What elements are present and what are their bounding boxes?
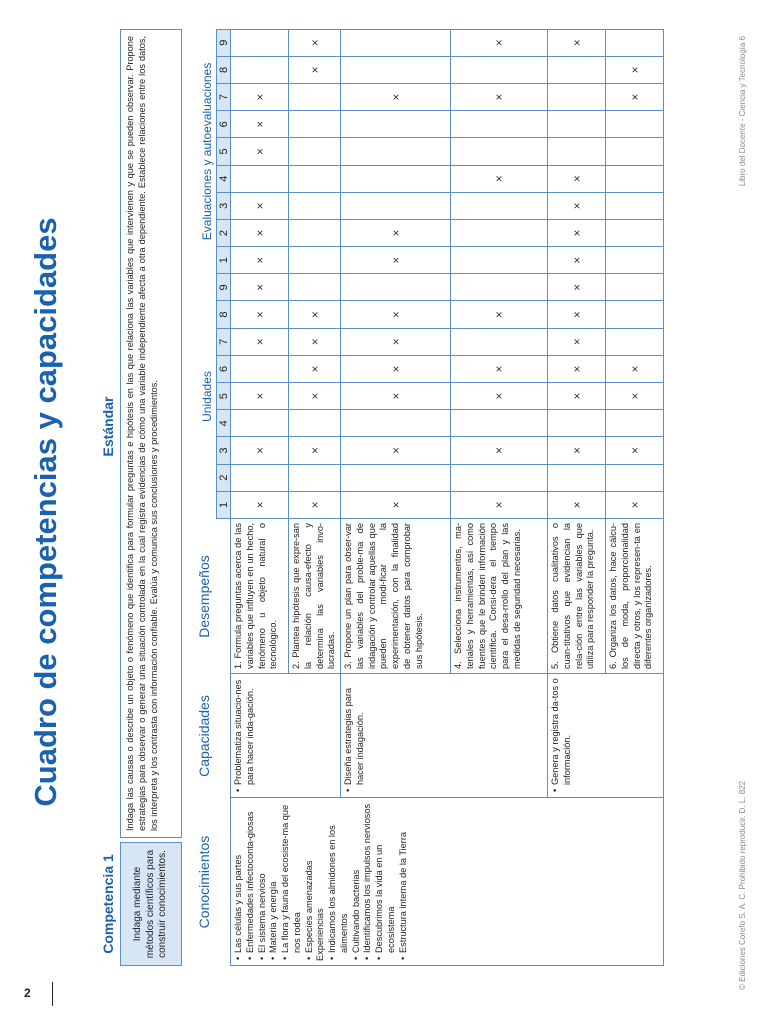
eval-number-8: 8	[217, 56, 231, 83]
competencias-table	[216, 29, 664, 966]
desempeno-cell: 3. Propone un plan para obser-var las variables del proble-ma de indagación y controlar aquellas que pueden modi-ficar la experimentación, con la finalidad de obtener datos para comprobar sus hipótesis.	[341, 519, 451, 674]
evaluacion-mark-cell	[289, 84, 341, 111]
conocimiento-item: • Indicamos los almidones en los alimentos	[327, 802, 351, 953]
eval-number-3: 3	[217, 192, 231, 219]
evaluacion-mark-cell: ×	[341, 84, 451, 111]
unidad-mark-cell: ×	[606, 355, 664, 382]
unidad-mark-cell: ×	[231, 491, 289, 518]
header-desempenos: Desempeños	[196, 555, 212, 638]
evaluacion-mark-cell: ×	[231, 84, 289, 111]
number-header-row	[217, 29, 231, 965]
eval-number-6: 6	[217, 111, 231, 138]
unidad-mark-cell: ×	[289, 355, 341, 382]
evaluacion-mark-cell	[451, 111, 548, 138]
evaluacion-mark-cell	[451, 192, 548, 219]
unidad-mark-cell: ×	[341, 383, 451, 410]
evaluacion-mark-cell	[341, 111, 451, 138]
evaluacion-mark-cell: ×	[451, 29, 548, 56]
eval-number-7: 7	[217, 84, 231, 111]
estandar-box	[120, 29, 182, 838]
unidad-mark-cell: ×	[289, 301, 341, 328]
desempeno-cell: 6. Organiza los datos, hace cálcu-los de moda, proporcionalidad directa y otros, y los represen-ta en diferentes organizadores.	[606, 519, 664, 674]
evaluacion-mark-cell	[606, 192, 664, 219]
evaluacion-mark-cell	[289, 165, 341, 192]
desempeno-cell: 4. Selecciona instrumentos, ma-teriales y herramientas, así como fuentes que le brinden información científica. Consi-dera el tiempo para el desa-rrollo del plan y las medidas de seguridad necesarias.	[451, 519, 548, 674]
unidad-mark-cell: ×	[231, 383, 289, 410]
evaluacion-mark-cell: ×	[548, 29, 606, 56]
evaluacion-mark-cell	[341, 165, 451, 192]
unidad-mark-cell: ×	[289, 491, 341, 518]
evaluacion-mark-cell	[341, 192, 451, 219]
unidad-mark-cell: ×	[451, 383, 548, 410]
evaluacion-mark-cell	[341, 138, 451, 165]
evaluacion-mark-cell	[548, 111, 606, 138]
unidad-mark-cell	[606, 301, 664, 328]
evaluacion-mark-cell	[451, 247, 548, 274]
evaluacion-mark-cell: ×	[606, 56, 664, 83]
capacidad-cell	[548, 674, 664, 798]
evaluacion-mark-cell	[606, 219, 664, 246]
unidad-mark-cell	[548, 410, 606, 437]
evaluacion-mark-cell	[289, 138, 341, 165]
eval-number-9: 9	[217, 29, 231, 56]
header-unidades: Unidades	[200, 371, 214, 422]
evaluacion-mark-cell: ×	[548, 165, 606, 192]
evaluacion-mark-cell	[451, 56, 548, 83]
eval-number-4: 4	[217, 165, 231, 192]
unidad-mark-cell	[289, 274, 341, 301]
evaluacion-mark-cell: ×	[341, 247, 451, 274]
unidad-mark-cell: ×	[231, 301, 289, 328]
unidad-mark-cell: ×	[341, 437, 451, 464]
header-conocimientos: Conocimientos	[196, 835, 212, 929]
page-number: 2	[24, 986, 31, 1000]
conocimiento-item: • Las células y sus partes	[233, 802, 245, 953]
unidad-mark-cell	[289, 410, 341, 437]
conocimiento-item: • Materia y energía	[268, 802, 280, 953]
competencia-text: Indaga mediante métodos científicos para construir conocimientos.	[132, 849, 169, 959]
capacidad-item: • Genera y registra da-tos o información.	[550, 678, 574, 785]
unidad-mark-cell: ×	[451, 491, 548, 518]
unidad-mark-cell: ×	[548, 491, 606, 518]
unidad-mark-cell	[606, 274, 664, 301]
unidad-mark-cell: ×	[606, 383, 664, 410]
conocimientos-cell	[231, 798, 664, 966]
evaluacion-mark-cell: ×	[606, 84, 664, 111]
unidad-mark-cell	[289, 464, 341, 491]
spacer-cell	[217, 674, 231, 798]
desempeno-cell: 5. Obtiene datos cualitativos o cuan-titativos que evidencian la rela-ción entre las variables que utiliza para responder la pregunta.	[548, 519, 606, 674]
competencia-label: Competencia 1	[100, 854, 116, 954]
evaluacion-mark-cell: ×	[451, 165, 548, 192]
conocimiento-item: • Descubrimos la vida en un ecosistema	[374, 802, 398, 953]
evaluacion-mark-cell: ×	[231, 138, 289, 165]
evaluacion-mark-cell	[289, 247, 341, 274]
unidad-mark-cell: ×	[341, 301, 451, 328]
evaluacion-mark-cell: ×	[548, 219, 606, 246]
unidades-number-5: 5	[217, 383, 231, 410]
evaluacion-mark-cell: ×	[231, 247, 289, 274]
unidad-mark-cell	[606, 410, 664, 437]
unidad-mark-cell	[451, 410, 548, 437]
evaluacion-mark-cell: ×	[289, 29, 341, 56]
evaluacion-mark-cell	[231, 165, 289, 192]
evaluacion-mark-cell: ×	[341, 219, 451, 246]
unidad-mark-cell: ×	[548, 383, 606, 410]
evaluacion-mark-cell	[289, 219, 341, 246]
evaluacion-mark-cell: ×	[548, 247, 606, 274]
conocimiento-item: • El sistema nervioso	[257, 802, 269, 953]
conocimiento-item: • Cultivando bacterias	[351, 802, 363, 953]
evaluacion-mark-cell: ×	[289, 56, 341, 83]
unidades-number-4: 4	[217, 410, 231, 437]
unidades-number-9: 9	[217, 274, 231, 301]
eval-number-1: 1	[217, 247, 231, 274]
unidad-mark-cell: ×	[341, 491, 451, 518]
evaluacion-mark-cell	[606, 29, 664, 56]
evaluacion-mark-cell: ×	[231, 111, 289, 138]
evaluacion-mark-cell	[341, 29, 451, 56]
unidad-mark-cell	[451, 328, 548, 355]
conocimiento-item: • La flora y fauna del ecosiste-ma que nos rodea	[280, 802, 304, 953]
copyright-note: © Ediciones Corefo S. A. C. Prohibido reproducir. D. L. 822	[738, 780, 747, 990]
capacidad-cell	[231, 674, 341, 798]
estandar-text: Indaga las causas o describe un objeto o fenómeno que identifica para formular preguntas e hipótesis en las que relaciona las variables que intervienen y que se pueden observar. Propone estrategias para observar o generar una situación controlada en la cual registra evidencias de cómo una variable independiente afecta a otra dependiente. Establece relaciones entre los datos, los interpreta y los contrasta con información confiable. Evalúa y comunica sus conclusiones y procedimientos.	[125, 36, 159, 831]
unidad-mark-cell: ×	[548, 328, 606, 355]
unidad-mark-cell: ×	[451, 301, 548, 328]
unidad-mark-cell: ×	[548, 274, 606, 301]
unidad-mark-cell: ×	[289, 437, 341, 464]
header-evaluaciones: Evaluaciones y autoevaluaciones	[200, 62, 214, 241]
page-title: Cuadro de competencias y capacidades	[28, 217, 63, 807]
evaluacion-mark-cell	[289, 111, 341, 138]
unidad-mark-cell	[606, 328, 664, 355]
unidad-mark-cell: ×	[451, 437, 548, 464]
competencia-box	[120, 842, 182, 966]
unidad-mark-cell: ×	[548, 437, 606, 464]
evaluacion-mark-cell	[231, 56, 289, 83]
capacidad-cell	[341, 674, 548, 798]
unidad-mark-cell: ×	[451, 355, 548, 382]
spacer-cell	[217, 798, 231, 966]
evaluacion-mark-cell: ×	[231, 192, 289, 219]
unidad-mark-cell	[341, 274, 451, 301]
book-note: Libro del Docente - Ciencia y Tecnología 6	[738, 36, 747, 187]
unidad-mark-cell	[341, 464, 451, 491]
unidad-mark-cell	[231, 464, 289, 491]
table-row	[231, 29, 289, 965]
capacidad-item: • Problematiza situacio-nes para hacer inda-gación.	[233, 678, 257, 785]
evaluacion-mark-cell	[606, 165, 664, 192]
unidad-mark-cell	[231, 355, 289, 382]
unidad-mark-cell: ×	[548, 355, 606, 382]
unidad-mark-cell: ×	[606, 491, 664, 518]
unidades-number-2: 2	[217, 464, 231, 491]
unidad-mark-cell	[451, 464, 548, 491]
unidad-mark-cell: ×	[289, 383, 341, 410]
conocimiento-item: • Identificamos los impulsos nerviosos	[362, 802, 374, 953]
unidades-number-3: 3	[217, 437, 231, 464]
unidad-mark-cell: ×	[231, 328, 289, 355]
eval-number-5: 5	[217, 138, 231, 165]
estandar-label: Estándar	[100, 396, 116, 457]
conocimiento-item: Experiencias	[315, 908, 326, 961]
evaluacion-mark-cell	[606, 138, 664, 165]
conocimiento-item: • Enfermedades infectoconta-giosas	[245, 802, 257, 953]
evaluacion-mark-cell	[606, 247, 664, 274]
unidad-mark-cell: ×	[231, 274, 289, 301]
unidad-mark-cell	[231, 410, 289, 437]
conocimiento-item: • Especies amenazadas	[304, 802, 316, 953]
unidades-number-8: 8	[217, 301, 231, 328]
unidad-mark-cell	[606, 464, 664, 491]
unidad-mark-cell	[548, 464, 606, 491]
evaluacion-mark-cell: ×	[451, 84, 548, 111]
evaluacion-mark-cell	[341, 56, 451, 83]
unidad-mark-cell: ×	[341, 355, 451, 382]
eval-number-2: 2	[217, 219, 231, 246]
evaluacion-mark-cell	[548, 84, 606, 111]
header-capacidades: Capacidades	[196, 695, 212, 777]
conocimiento-item: • Estructura interna de la Tierra	[398, 802, 410, 953]
unidad-mark-cell: ×	[606, 437, 664, 464]
evaluacion-mark-cell: ×	[231, 219, 289, 246]
evaluacion-mark-cell: ×	[548, 192, 606, 219]
unidades-number-6: 6	[217, 355, 231, 382]
spacer-cell	[217, 519, 231, 674]
desempeno-cell: 2. Plantea hipótesis que expre-san la relación causa-efecto y determina las variables invo-lucradas.	[289, 519, 341, 674]
desempeno-cell: 1. Formula preguntas acerca de las variables que influyen en un hecho, fenómeno u objeto natural o tecnológico.	[231, 519, 289, 674]
unidad-mark-cell: ×	[548, 301, 606, 328]
evaluacion-mark-cell	[289, 192, 341, 219]
evaluacion-mark-cell	[548, 138, 606, 165]
unidad-mark-cell: ×	[341, 328, 451, 355]
unidades-number-1: 1	[217, 491, 231, 518]
evaluacion-mark-cell	[231, 29, 289, 56]
unidad-mark-cell: ×	[231, 437, 289, 464]
unidad-mark-cell: ×	[289, 328, 341, 355]
unidad-mark-cell	[341, 410, 451, 437]
evaluacion-mark-cell	[451, 138, 548, 165]
unidad-mark-cell	[451, 274, 548, 301]
evaluacion-mark-cell	[451, 219, 548, 246]
capacidad-item: • Diseña estrategias para hacer indagación.	[343, 678, 367, 785]
unidades-number-7: 7	[217, 328, 231, 355]
evaluacion-mark-cell	[548, 56, 606, 83]
evaluacion-mark-cell	[606, 111, 664, 138]
